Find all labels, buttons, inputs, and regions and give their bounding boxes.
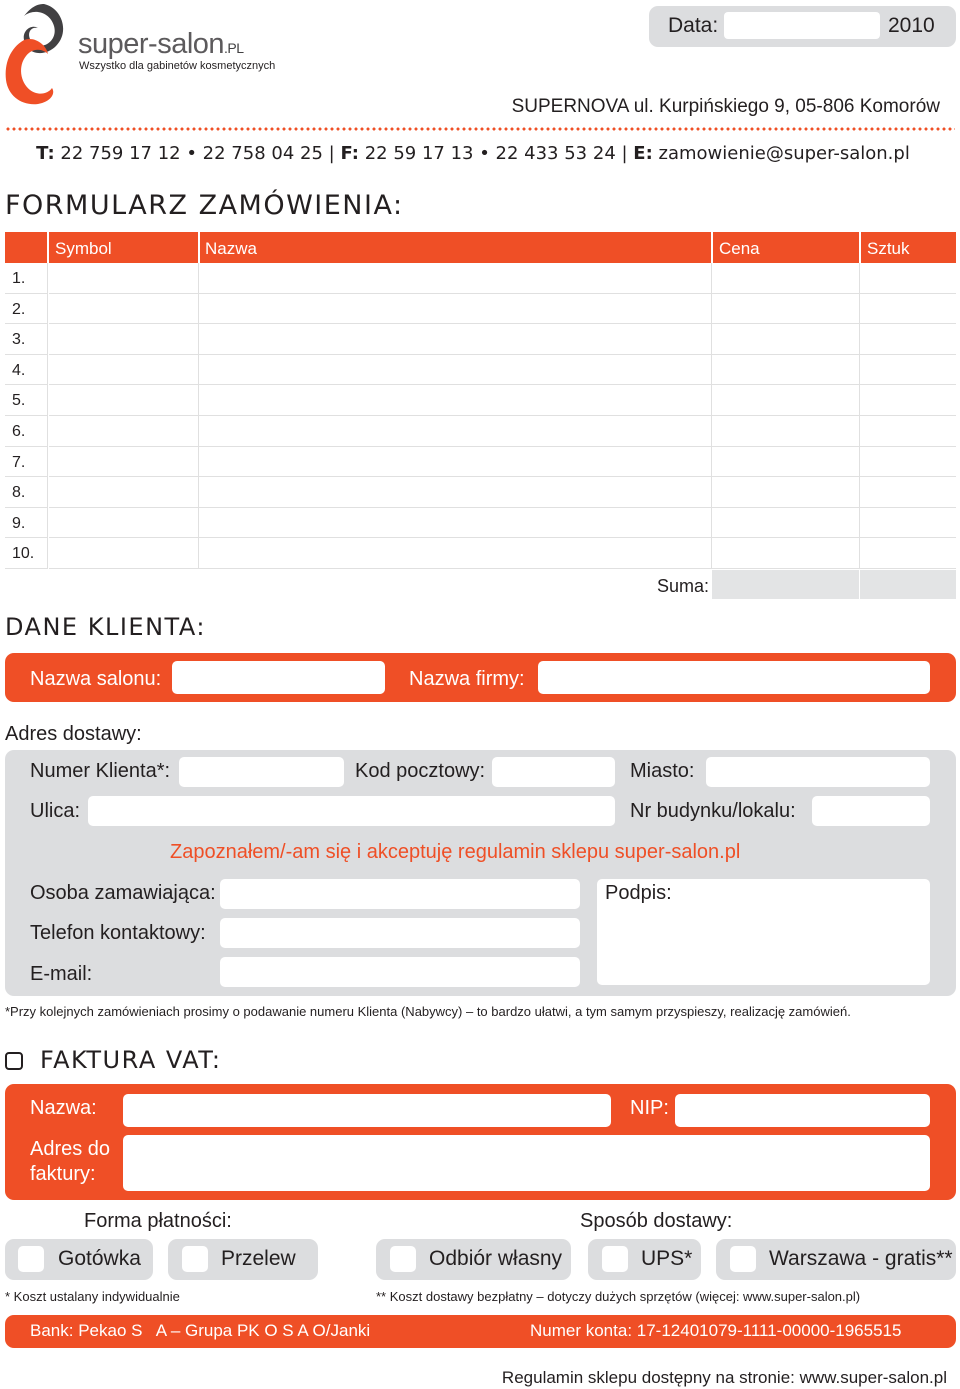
invoice-address-input[interactable] <box>123 1135 930 1191</box>
table-header <box>5 232 956 263</box>
table-row[interactable] <box>5 508 956 539</box>
row-number: 6. <box>12 422 26 440</box>
city-label: Miasto: <box>630 760 695 782</box>
col-name: Nazwa <box>205 239 257 258</box>
dotted-divider <box>5 127 955 131</box>
col-symbol: Symbol <box>55 239 112 258</box>
row-number: 5. <box>12 392 26 410</box>
phone-label: Telefon kontaktowy: <box>30 922 206 944</box>
street-label: Ulica: <box>30 800 81 822</box>
postcode-label: Kod pocztowy: <box>355 760 486 782</box>
table-divider <box>47 263 48 569</box>
shipping-title: Sposób dostawy: <box>580 1210 733 1232</box>
delivery-address-title: Adres dostawy: <box>5 723 142 745</box>
nip-input[interactable] <box>675 1094 930 1127</box>
table-divider <box>859 232 860 569</box>
bank-name: Bank: Pekao S A – Grupa PK O S A O/Janki <box>30 1321 371 1340</box>
invoice-name-input[interactable] <box>123 1094 611 1127</box>
email-label: E-mail: <box>30 963 93 985</box>
sum-field[interactable] <box>712 570 956 599</box>
shipping-option-ups[interactable]: UPS* <box>588 1239 701 1280</box>
bank-account: Numer konta: 17-12401079-1111-00000-1965515 <box>530 1321 902 1340</box>
payment-title: Forma płatności: <box>84 1210 232 1232</box>
table-divider <box>711 232 712 569</box>
terms-acceptance: Zapoznałem/-am się i akceptuję regulamin sklepu super-salon.pl <box>170 841 741 863</box>
company-name-input[interactable] <box>538 661 930 694</box>
contact-line: T: 22 759 17 12 • 22 758 04 25 | F: 22 59 17 13 • 22 433 53 24 | E: zamowienie@super-salon.pl <box>36 143 910 164</box>
row-number: 2. <box>12 300 26 318</box>
checkbox[interactable] <box>390 1246 416 1272</box>
logo-tagline: Wszystko dla gabinetów kosmetycznych <box>79 60 276 72</box>
table-row[interactable] <box>5 416 956 447</box>
payment-note: * Koszt ustalany indywidualnie <box>5 1289 180 1304</box>
date-label: Data: <box>668 14 719 37</box>
invoice-name-label: Nazwa: <box>30 1097 97 1119</box>
table-row[interactable] <box>5 324 956 355</box>
col-qty: Sztuk <box>867 239 910 258</box>
ordering-person-label: Osoba zamawiająca: <box>30 882 216 904</box>
phone-input[interactable] <box>220 918 580 948</box>
company-name-label: Nazwa firmy: <box>409 668 525 690</box>
checkbox[interactable] <box>602 1246 628 1272</box>
table-row[interactable] <box>5 477 956 508</box>
footer-terms-link[interactable]: Regulamin sklepu dostępny na stronie: www.super-salon.pl <box>501 1368 947 1387</box>
building-label: Nr budynku/lokalu: <box>630 800 796 822</box>
signature-label: Podpis: <box>605 882 672 904</box>
table-row[interactable] <box>5 355 956 386</box>
shipping-option-warsaw[interactable]: Warszawa - gratis** <box>716 1239 956 1280</box>
checkbox[interactable] <box>18 1246 44 1272</box>
row-number: 8. <box>12 484 26 502</box>
col-price: Cena <box>719 239 760 258</box>
row-number: 4. <box>12 361 26 379</box>
payment-option-transfer[interactable]: Przelew <box>168 1239 318 1280</box>
shipping-option-pickup[interactable]: Odbiór własny <box>376 1239 571 1280</box>
invoice-title: FAKTURA VAT: <box>40 1046 222 1074</box>
date-year: 2010 <box>888 14 935 37</box>
email-input[interactable] <box>220 957 580 987</box>
table-row[interactable] <box>5 294 956 325</box>
client-number-label: Numer Klienta*: <box>30 760 171 782</box>
table-row[interactable] <box>5 263 956 294</box>
company-address: SUPERNOVA ul. Kurpińskiego 9, 05-806 Komorów <box>511 96 940 117</box>
row-number: 7. <box>12 453 26 471</box>
invoice-address-label: Adres do faktury: <box>30 1138 111 1185</box>
table-row[interactable] <box>5 385 956 416</box>
row-number: 3. <box>12 331 26 349</box>
checkbox[interactable] <box>182 1246 208 1272</box>
checkbox[interactable] <box>730 1246 756 1272</box>
payment-option-cash[interactable]: Gotówka <box>5 1239 153 1280</box>
table-divider <box>198 232 199 569</box>
client-footnote: *Przy kolejnych zamówieniach prosimy o podawanie numeru Klienta (Nabywcy) – to bardzo ułatwi, a tym samym przyspieszy, realizację zamówień. <box>5 1004 851 1019</box>
invoice-checkbox[interactable] <box>5 1052 23 1070</box>
city-input[interactable] <box>706 757 930 787</box>
salon-name-input[interactable] <box>172 661 385 694</box>
logo-icon <box>4 4 68 106</box>
table-row[interactable] <box>5 447 956 478</box>
order-form-title: FORMULARZ ZAMÓWIENIA: <box>5 190 404 221</box>
building-input[interactable] <box>812 796 930 826</box>
shipping-note: ** Koszt dostawy bezpłatny – dotyczy dużych sprzętów (więcej: www.super-salon.pl) <box>376 1289 861 1304</box>
logo-wordmark: super-salon.PL <box>78 28 244 60</box>
order-table <box>5 232 956 569</box>
salon-name-label: Nazwa salonu: <box>30 668 162 690</box>
street-input[interactable] <box>88 796 615 826</box>
row-number: 1. <box>12 270 26 287</box>
client-data-title: DANE KLIENTA: <box>5 613 206 641</box>
row-number: 10. <box>12 545 35 563</box>
nip-label: NIP: <box>630 1097 669 1119</box>
table-row[interactable] <box>5 538 956 569</box>
client-number-input[interactable] <box>179 757 344 787</box>
ordering-person-input[interactable] <box>220 879 580 909</box>
date-input[interactable] <box>724 12 880 39</box>
postcode-input[interactable] <box>492 757 615 787</box>
row-number: 9. <box>12 514 26 532</box>
sum-label: Suma: <box>657 576 710 596</box>
